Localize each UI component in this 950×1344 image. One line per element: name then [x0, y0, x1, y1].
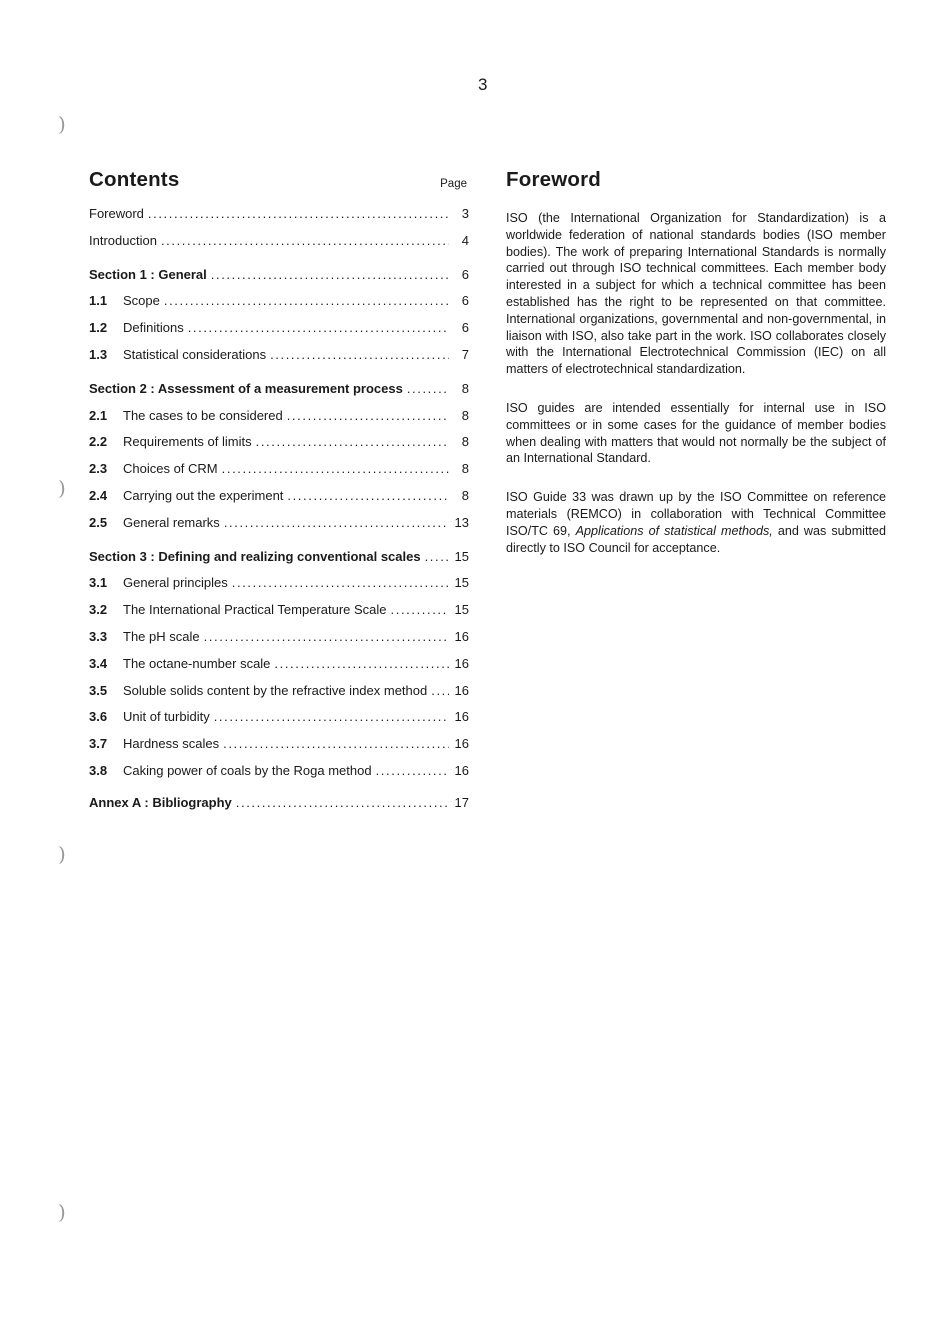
foreword-title: Foreword — [506, 168, 601, 191]
toc-entry-page: 16 — [454, 682, 469, 698]
toc-entry-page: 16 — [454, 736, 469, 752]
toc-entry[interactable] — [89, 575, 469, 602]
toc-entry-number: 3.6 — [89, 709, 108, 725]
toc-entry-number: 3.8 — [89, 762, 108, 778]
toc-entry-page: 13 — [454, 514, 469, 530]
foreword-paragraph: ISO (the International Organization for Standardization) is a worldwide federation of national standards bodies (ISO member bodies). The work of preparing International Standards is normally carried out through ISO technical committees. Each member body interested in a subject for which a technical committee has been established has the right to be represented on that committee. International organizations, governmental and non-governmental, in liaison with ISO, also take part in the work. ISO collaborates closely with the International Electrotechnical Commission (IEC) on all matters of electrotechnical standardization. — [506, 211, 886, 377]
binding-hole-mark: ) — [58, 476, 66, 500]
toc-entry-page: 8 — [461, 434, 469, 450]
dot-leader — [210, 709, 449, 724]
toc-entry-number: 1.1 — [89, 293, 108, 309]
toc-header — [89, 168, 469, 198]
toc-entry-label: Choices of CRM — [123, 461, 218, 477]
toc-entry-label: Section 1 : General — [89, 266, 207, 282]
toc-entry[interactable] — [89, 515, 469, 542]
toc-entry-number: 3.2 — [89, 602, 108, 618]
toc-entry-label: Unit of turbidity — [123, 709, 210, 725]
toc-section-entry[interactable] — [89, 267, 469, 294]
toc-entry-label: Section 3 : Defining and realizing conventional scales — [89, 548, 421, 564]
toc-entry[interactable] — [89, 293, 469, 320]
toc-entry[interactable] — [89, 763, 469, 790]
binding-hole-mark: ) — [58, 842, 66, 866]
toc-entry-label: The International Practical Temperature Scale — [123, 602, 387, 618]
toc-entry[interactable] — [89, 629, 469, 656]
toc-entry-page: 8 — [461, 407, 469, 423]
toc-entry-number: 3.7 — [89, 736, 108, 752]
dot-leader — [266, 347, 449, 362]
toc-entry-label: The pH scale — [123, 628, 200, 644]
toc-entry-page: 16 — [454, 628, 469, 644]
dot-leader — [144, 206, 449, 221]
dot-leader — [252, 434, 449, 449]
toc-entry-label: Hardness scales — [123, 736, 220, 752]
toc-entry[interactable] — [89, 488, 469, 515]
dot-leader — [200, 629, 449, 644]
page-column-label: Page — [440, 178, 467, 190]
foreword-paragraph — [506, 489, 886, 556]
dot-leader — [219, 736, 449, 751]
toc-section-entry[interactable] — [89, 795, 469, 822]
dot-leader — [387, 602, 449, 617]
toc-entry-page: 7 — [461, 346, 469, 362]
toc-entry-page: 6 — [461, 293, 469, 309]
toc-entry-number: 3.4 — [89, 655, 108, 671]
toc-entry-label: Scope — [123, 293, 160, 309]
dot-leader — [218, 461, 449, 476]
toc-list — [89, 206, 469, 822]
page-number: 3 — [478, 75, 488, 94]
toc-entry-number: 3.5 — [89, 682, 108, 698]
toc-entry-number: 3.1 — [89, 575, 108, 591]
dot-leader — [421, 549, 449, 564]
toc-entry[interactable] — [89, 656, 469, 683]
dot-leader — [372, 763, 449, 778]
contents-title: Contents — [89, 168, 180, 191]
toc-entry[interactable] — [89, 461, 469, 488]
toc-entry-label: The octane-number scale — [123, 655, 271, 671]
toc-entry-page: 16 — [454, 709, 469, 725]
toc-entry-number: 1.2 — [89, 320, 108, 336]
toc-entry-page: 3 — [461, 206, 469, 221]
toc-entry-page: 4 — [461, 232, 469, 248]
toc-entry[interactable] — [89, 709, 469, 736]
toc-section-entry[interactable] — [89, 381, 469, 408]
toc-entry-label: Requirements of limits — [123, 434, 252, 450]
toc-entry-page: 8 — [461, 380, 469, 396]
toc-entry-label: Statistical considerations — [123, 346, 267, 362]
toc-section-entry[interactable] — [89, 549, 469, 576]
binding-hole-mark: ) — [58, 1200, 66, 1224]
toc-entry-number: 2.5 — [89, 514, 108, 530]
toc-entry-page: 8 — [461, 461, 469, 477]
dot-leader — [427, 683, 449, 698]
dot-leader — [283, 488, 449, 503]
toc-entry-number: 1.3 — [89, 346, 108, 362]
committee-title: Applications of statistical methods, — [575, 523, 773, 538]
dot-leader — [160, 293, 449, 308]
dot-leader — [207, 267, 449, 282]
table-of-contents — [89, 168, 469, 822]
toc-entry-label: Soluble solids content by the refractive index method — [123, 682, 428, 698]
toc-entry[interactable] — [89, 683, 469, 710]
toc-entry-page: 16 — [454, 762, 469, 778]
toc-entry[interactable] — [89, 347, 469, 374]
toc-entry-label: General principles — [123, 575, 228, 591]
toc-entry-number: 2.1 — [89, 407, 108, 423]
dot-leader — [228, 575, 449, 590]
toc-entry-label: Carrying out the experiment — [123, 487, 284, 503]
toc-entry-number: 2.2 — [89, 434, 108, 450]
toc-entry-number: 2.4 — [89, 487, 108, 503]
toc-entry-label: Section 2 : Assessment of a measurement process — [89, 380, 403, 396]
toc-entry[interactable] — [89, 602, 469, 629]
toc-entry-page: 15 — [454, 602, 469, 618]
dot-leader — [232, 795, 449, 810]
toc-entry[interactable] — [89, 736, 469, 763]
toc-entry-label: Foreword — [89, 206, 144, 221]
dot-leader — [403, 381, 449, 396]
toc-entry-label: General remarks — [123, 514, 220, 530]
toc-entry-label: Annex A : Bibliography — [89, 794, 232, 810]
dot-leader — [270, 656, 449, 671]
toc-entry-label: Caking power of coals by the Roga method — [123, 762, 372, 778]
toc-entry[interactable] — [89, 206, 469, 233]
toc-entry-page: 15 — [454, 548, 469, 564]
paragraph-text: and was submitted directly to ISO Council for acceptance. — [506, 523, 886, 555]
toc-entry[interactable] — [89, 320, 469, 347]
toc-entry-page: 6 — [461, 266, 469, 282]
toc-entry-page: 17 — [454, 794, 469, 810]
toc-entry-label: The cases to be considered — [123, 407, 283, 423]
toc-entry-page: 15 — [454, 575, 469, 591]
toc-entry-page: 16 — [454, 655, 469, 671]
paragraph-text: ISO Guide 33 was drawn up by the ISO Committee on reference materials (REMCO) in collaboration with Technical Committee ISO/TC 69, — [506, 490, 886, 538]
toc-entry-label: Introduction — [89, 232, 157, 248]
dot-leader — [184, 320, 449, 335]
dot-leader — [283, 408, 449, 423]
toc-entry-page: 8 — [461, 487, 469, 503]
toc-entry-number: 3.3 — [89, 628, 108, 644]
toc-entry[interactable] — [89, 434, 469, 461]
foreword-section — [506, 168, 886, 578]
toc-entry-page: 6 — [461, 320, 469, 336]
binding-hole-mark: ) — [58, 112, 66, 136]
dot-leader — [157, 233, 449, 248]
toc-entry[interactable] — [89, 233, 469, 260]
toc-entry-label: Definitions — [123, 320, 184, 336]
toc-entry[interactable] — [89, 408, 469, 435]
toc-entry-number: 2.3 — [89, 461, 108, 477]
foreword-paragraph: ISO guides are intended essentially for internal use in ISO committees or in some cases for the guidance of member bodies when dealing with matters that would not normally be the subject of an International Standard. — [506, 400, 886, 466]
dot-leader — [220, 515, 449, 530]
